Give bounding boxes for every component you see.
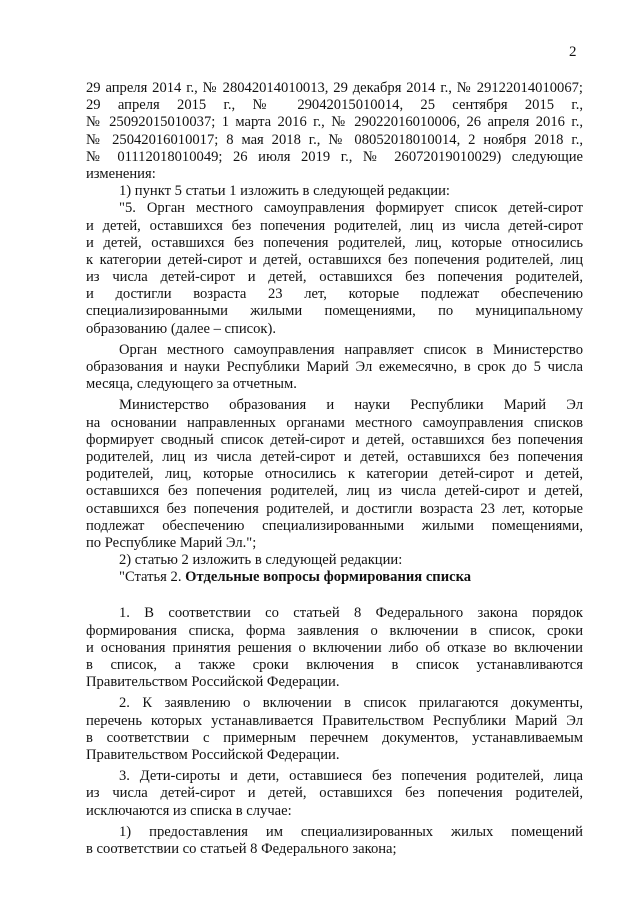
- text-line-content: 1) предоставления им специализированных жилых помещений: [119, 823, 583, 840]
- text-line: [86, 640, 583, 657]
- text-line: [86, 785, 583, 802]
- text-line: [86, 674, 583, 691]
- text-line-content: № 01112018010049; 26 июля 2019 г., № 26072019010029) следующие: [86, 148, 583, 165]
- text-line-content: 3. Дети-сироты и дети, оставшиеся без попечения родителей, лица: [119, 768, 583, 785]
- text-line: [86, 466, 583, 483]
- text-line-content: в список, а также сроки включения в список устанавливаются: [86, 657, 583, 673]
- text-line: [86, 376, 583, 393]
- text-line: [86, 132, 583, 149]
- text-line-content: "Статья 2.: [119, 569, 186, 586]
- text-line-content: в соответствии с примерным перечнем документов, устанавливаемым: [86, 729, 583, 746]
- text-line: [86, 321, 583, 338]
- text-line: [86, 552, 583, 569]
- text-line: [86, 200, 583, 217]
- text-line: [86, 449, 583, 466]
- text-line: [86, 114, 583, 131]
- text-line: [86, 768, 583, 785]
- text-line-content: изменения:: [86, 165, 156, 182]
- text-line: [86, 342, 583, 359]
- text-line: [86, 303, 583, 320]
- text-line: [86, 483, 583, 500]
- text-line: [86, 803, 583, 820]
- text-line: [86, 166, 583, 183]
- text-line-content: к категории детей-сирот и детей, оставшихся без попечения родителей, лиц: [86, 251, 583, 268]
- text-line: [86, 359, 583, 376]
- text-line-content: и достигли возраста 23 лет, которые подлежат обеспечению: [86, 286, 583, 303]
- text-line: [86, 623, 583, 640]
- text-line-content: формирует сводный список детей-сирот и детей, оставшихся без попечения: [86, 431, 583, 448]
- text-line-content: месяца, следующего за отчетным.: [86, 376, 297, 393]
- text-line: [86, 252, 583, 269]
- text-line-content: формирования списка, форма заявления о включении в список, сроки: [86, 622, 583, 639]
- text-line-content: оставшихся без попечения родителей, лиц из числа детей-сирот и детей,: [86, 483, 583, 500]
- text-line: [86, 432, 583, 449]
- text-line-content: на основании направленных органами местного самоуправления списков: [86, 414, 583, 431]
- text-line: [86, 80, 583, 97]
- text-line-content: перечень которых устанавливается Правительством Республики Марий Эл: [86, 712, 583, 729]
- text-line-content: образования и науки Республики Марий Эл ежемесячно, в срок до 5 числа: [86, 359, 583, 375]
- text-line-content: и детей, оставшихся без попечения родителей, лиц, которые относились: [86, 234, 583, 251]
- text-line-content: и детей, оставшихся без попечения родителей, лиц из числа детей-сирот: [86, 217, 583, 234]
- text-line: [86, 518, 583, 535]
- text-line-content: Министерство образования и науки Республики Марий Эл: [119, 397, 583, 414]
- text-line-content: 2) статью 2 изложить в следующей редакции:: [119, 552, 403, 569]
- text-line-content: и основания принятия решения о включении либо об отказе во включении: [86, 639, 583, 656]
- text-line-content: специализированными жилыми помещениями, по муниципальному: [86, 303, 583, 320]
- text-line-content: Правительством Российской Федерации.: [86, 674, 340, 691]
- text-line-content: родителей, лиц, которые относились к категории детей-сирот и детей,: [86, 466, 583, 483]
- text-line-content: 1. В соответствии со статьей 8 Федерального закона порядок: [119, 605, 583, 622]
- text-line: [86, 235, 583, 252]
- article-heading: Отдельные вопросы формирования списка: [185, 569, 472, 586]
- text-line: [86, 415, 583, 432]
- text-line: [86, 97, 583, 114]
- text-line-content: Правительством Российской Федерации.: [86, 746, 340, 763]
- text-line-content: 29 апреля 2014 г., № 28042014010013, 29 декабря 2014 г., № 29122014010067;: [86, 80, 583, 96]
- text-line: [86, 569, 583, 586]
- document-body: [86, 80, 583, 858]
- text-line-content: образованию (далее – список).: [86, 320, 277, 337]
- text-line: [86, 841, 583, 858]
- text-line-content: № 25092015010037; 1 марта 2016 г., № 29022016010006, 26 апреля 2016 г.,: [86, 114, 583, 131]
- text-line: [86, 730, 583, 747]
- text-line-content: 2. К заявлению о включении в список прилагаются документы,: [119, 695, 583, 712]
- text-line-content: в соответствии со статьей 8 Федерального закона;: [86, 840, 397, 857]
- text-line: [86, 605, 583, 622]
- text-line: [86, 218, 583, 235]
- text-line-content: 29 апреля 2015 г., № 29042015010014, 25 сентября 2015 г.,: [86, 97, 583, 114]
- text-line-content: исключаются из списка в случае:: [86, 802, 292, 819]
- text-line: [86, 183, 583, 200]
- text-line-content: № 25042016010017; 8 мая 2018 г., № 08052018010014, 2 ноября 2018 г.,: [86, 131, 583, 148]
- text-line: [86, 695, 583, 712]
- text-line-content: "5. Орган местного самоуправления формирует список детей-сирот: [119, 200, 583, 217]
- text-line: [86, 149, 583, 166]
- text-line: [86, 657, 583, 674]
- text-line-content: оставшихся без попечения родителей, и достигли возраста 23 лет, которые: [86, 500, 583, 517]
- text-line-content: из числа детей-сирот и детей, оставшихся без попечения родителей,: [86, 785, 583, 802]
- text-line: [86, 713, 583, 730]
- text-line: [86, 397, 583, 414]
- text-line: [86, 824, 583, 841]
- text-line: [86, 269, 583, 286]
- text-line: [86, 501, 583, 518]
- text-line: [86, 535, 583, 552]
- text-line-content: родителей, лиц из числа детей-сирот и детей, оставшихся без попечения: [86, 448, 583, 465]
- text-line: [86, 747, 583, 764]
- text-line-content: из числа детей-сирот и детей, оставшихся без попечения родителей,: [86, 269, 583, 286]
- text-line-content: Орган местного самоуправления направляет список в Министерство: [119, 341, 583, 358]
- paragraph-gap: [86, 586, 583, 605]
- text-line-content: 1) пункт 5 статьи 1 изложить в следующей редакции:: [119, 183, 450, 200]
- text-line-content: подлежат обеспечению специализированными жилыми помещениями,: [86, 517, 583, 534]
- text-line: [86, 286, 583, 303]
- page-number: 2: [569, 44, 577, 60]
- text-line-content: по Республике Марий Эл.";: [86, 534, 257, 551]
